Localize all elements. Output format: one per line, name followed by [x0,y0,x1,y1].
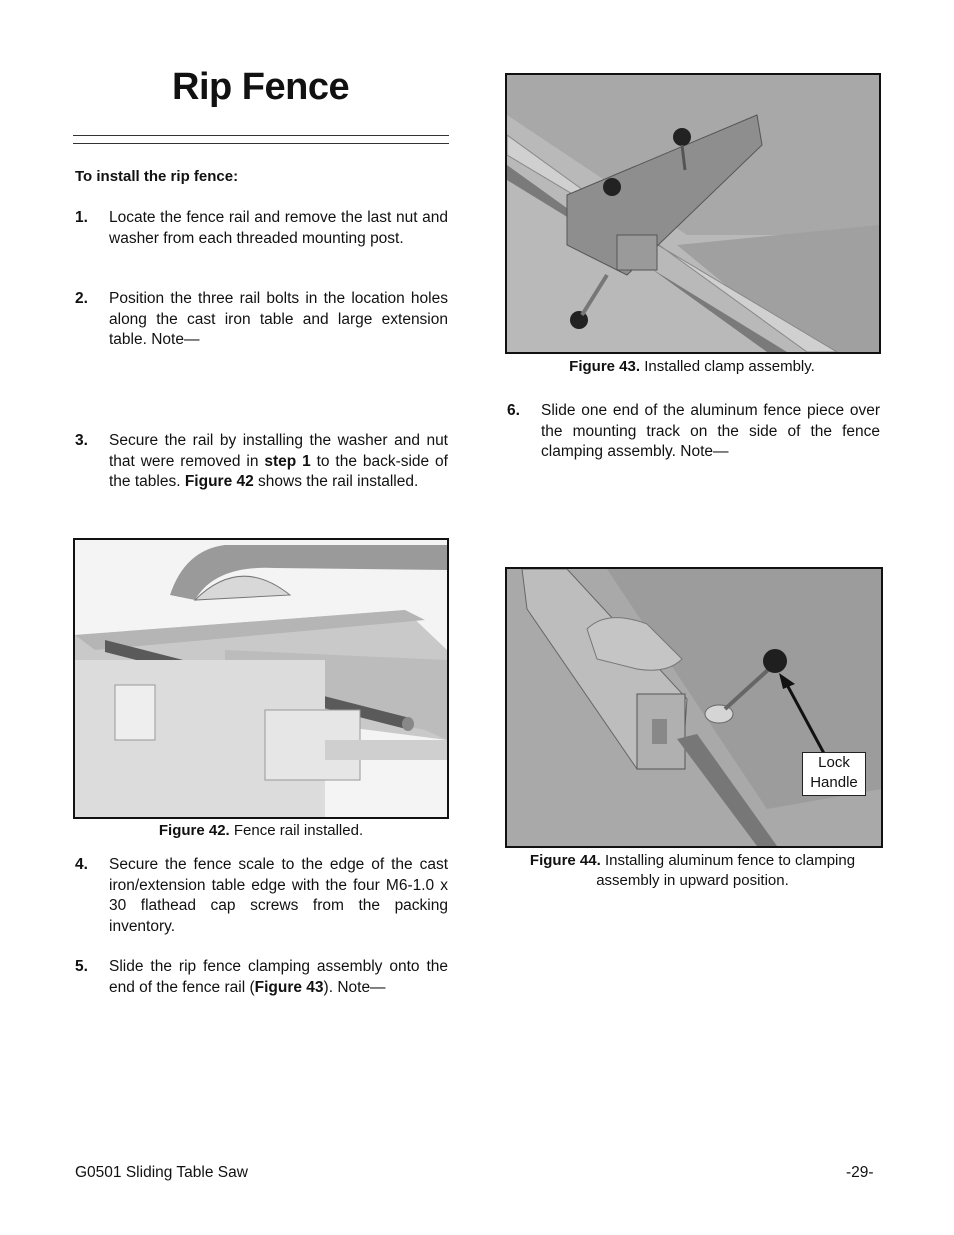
step-number: 6. [507,402,520,419]
lock-handle-callout: Lock Handle [802,752,866,796]
step-text: Secure the fence scale to the edge of the cast iron/extension table edge with the four M6-1.0 x 30 flathead cap screws from the packing inventory. [109,856,448,935]
page-title: Rip Fence [172,66,350,108]
step-reference: step 1 [264,452,311,470]
title-rule-top [73,135,449,136]
step-text: Secure the rail by installing the washer and nut that were removed in step 1 to the back-side of the tables. Figure 42 shows the rail installed. [109,432,448,490]
step-text: Position the three rail bolts in the location holes along the cast iron table and large extension table. Note— [109,290,448,348]
figure-44-caption: Figure 44. Installing aluminum fence to clamping assembly in upward position. [529,852,856,889]
figure-reference: Figure 42 [184,473,254,490]
footer-page-number: -29- [846,1164,874,1181]
figure-42-photo [73,538,449,819]
step-number: 1. [75,209,88,226]
step-text: Locate the fence rail and remove the last nut and washer from each threaded mounting post. [109,209,448,247]
step-text: Slide the rip fence clamping assembly onto the end of the fence rail (Figure 43). Note— [109,958,448,996]
step-number: 4. [75,856,88,873]
figure-44-photo [505,567,883,848]
title-rule-bottom [73,143,449,144]
figure-43-caption: Figure 43. Installed clamp assembly. [569,358,815,375]
figure-43-photo [505,73,881,354]
step-number: 5. [75,958,88,975]
intro-heading: To install the rip fence: [75,168,239,185]
step-number: 2. [75,290,88,307]
step-number: 3. [75,432,88,449]
footer-manual-title: G0501 Sliding Table Saw [75,1164,248,1181]
figure-reference: Figure 43 [254,978,324,996]
figure-42-caption: Figure 42. Fence rail installed. [158,822,364,839]
step-text: Slide one end of the aluminum fence piece over the mounting track on the side of the fence clamping assembly. Note— [541,402,880,460]
